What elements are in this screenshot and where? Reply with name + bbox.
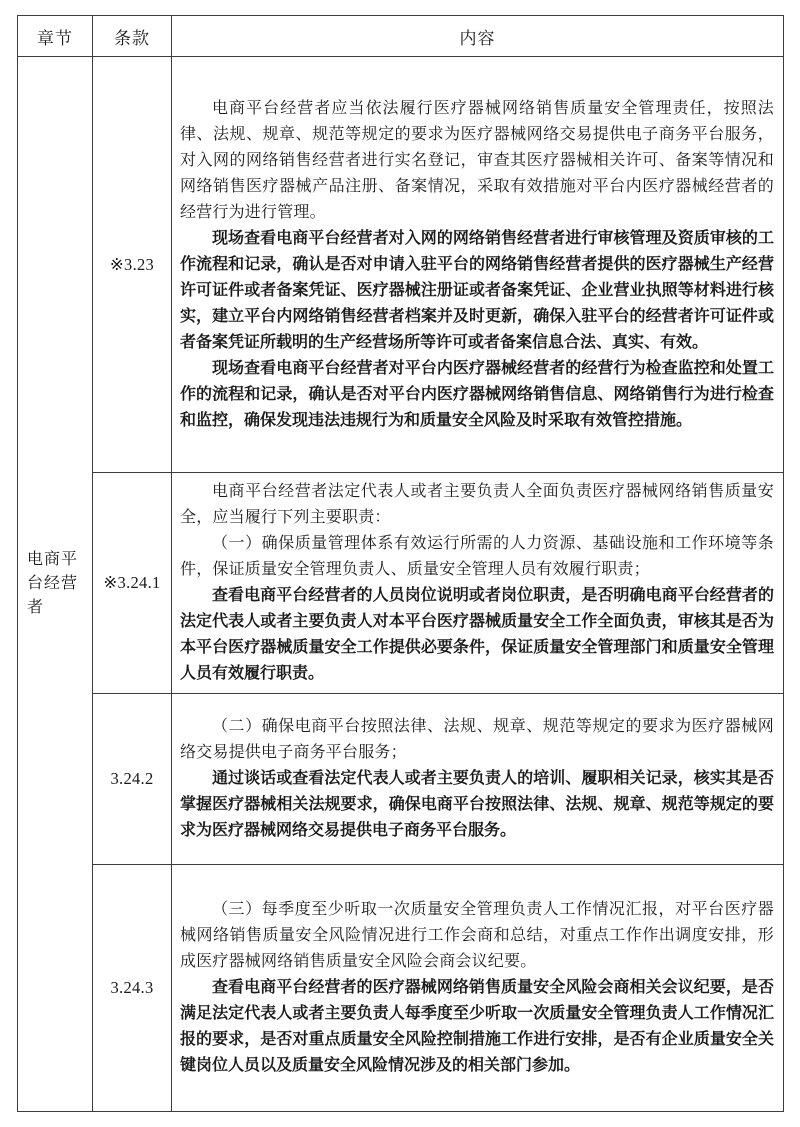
table-row (18, 473, 784, 694)
clause-cell: ※3.23 (93, 57, 172, 473)
clause-cell: ※3.24.1 (93, 473, 172, 694)
table-row (18, 865, 784, 1112)
inspection-method-paragraph: 现场查看电商平台经营者对平台内医疗器械经营者的经营行为检查监控和处置工作的流程和记录，确认是否对平台内医疗器械网络销售信息、网络销售行为进行检查和监控，确保发现违法违规行为和质量安全风险及时采取有效管控措施。 (180, 359, 774, 429)
col-header-content: 内容 (172, 16, 784, 57)
clause-cell: 3.24.2 (93, 694, 172, 865)
inspection-method-paragraph: 查看电商平台经营者的人员岗位说明或者岗位职责，是否明确电商平台经营者的法定代表人或者主要负责人对本平台医疗器械质量安全工作全面负责，审核其是否为本平台医疗器械质量安全工作提供必要条件，保证质量安全管理部门和质量安全管理人员有效履行职责。 (180, 587, 774, 682)
content-cell (172, 57, 784, 473)
inspection-method-paragraph: 现场查看电商平台经营者对入网的网络销售经营者进行审核管理及资质审核的工作流程和记录，确认是否对申请入驻平台的网络销售经营者提供的医疗器械生产经营许可证件或者备案凭证、医疗器械注册证或者备案凭证、企业营业执照等材料进行核实，建立平台内网络销售经营者档案并及时更新，确保入驻平台的经营者许可证件或者备案凭证所载明的生产经营场所等许可或者备案信息合法、真实、有效。 (180, 229, 774, 351)
table-header-row (18, 16, 784, 57)
requirement-paragraph: （二）确保电商平台按照法律、法规、规章、规范等规定的要求为医疗器械网络交易提供电子商务平台服务； (180, 718, 774, 761)
clause-cell: 3.24.3 (93, 865, 172, 1112)
content-cell (172, 865, 784, 1112)
requirement-paragraph: 电商平台经营者法定代表人或者主要负责人全面负责医疗器械网络销售质量安全，应当履行下列主要职责： (180, 483, 774, 526)
content-cell (172, 473, 784, 694)
col-header-chapter: 章节 (18, 16, 93, 57)
table-row (18, 57, 784, 473)
inspection-requirements-table (17, 15, 784, 1112)
requirement-paragraph: （一）确保质量管理体系有效运行所需的人力资源、基础设施和工作环境等条件，保证质量安全管理负责人、质量安全管理人员有效履行职责； (180, 535, 774, 578)
requirement-paragraph: 电商平台经营者应当依法履行医疗器械网络销售质量安全管理责任，按照法律、法规、规章、规范等规定的要求为医疗器械网络交易提供电子商务平台服务，对入网的网络销售经营者进行实名登记，审查其医疗器械相关许可、备案等情况和网络销售医疗器械产品注册、备案情况，采取有效措施对平台内医疗器械经营者的经营行为进行管理。 (180, 99, 774, 221)
requirement-paragraph: （三）每季度至少听取一次质量安全管理负责人工作情况汇报，对平台医疗器械网络销售质量安全风险情况进行工作会商和总结，对重点工作作出调度安排，形成医疗器械网络销售质量安全风险会商会议纪要。 (180, 901, 774, 970)
chapter-cell (18, 57, 93, 1112)
content-cell (172, 694, 784, 865)
col-header-clause: 条款 (93, 16, 172, 57)
inspection-method-paragraph: 通过谈话或查看法定代表人或者主要负责人的培训、履职相关记录，核实其是否掌握医疗器械相关法规要求，确保电商平台按照法律、法规、规章、规范等规定的要求为医疗器械网络交易提供电子商务平台服务。 (180, 770, 774, 839)
chapter-label: 电商平台经营者 (27, 551, 79, 616)
inspection-method-paragraph: 查看电商平台经营者的医疗器械网络销售质量安全风险会商相关会议纪要，是否满足法定代表人或者主要负责人每季度至少听取一次质量安全管理负责人工作情况汇报的要求，是否对重点质量安全风险控制措施工作进行安排，是否有企业质量安全关键岗位人员以及质量安全风险情况涉及的相关部门参加。 (180, 979, 774, 1074)
table-row (18, 694, 784, 865)
